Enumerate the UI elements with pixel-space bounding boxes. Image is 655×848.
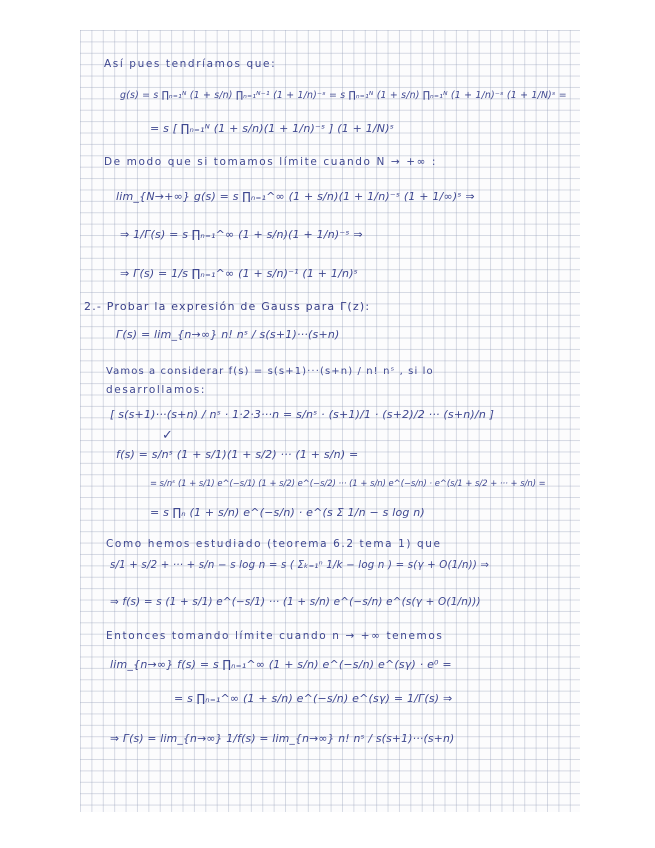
handwritten-line: Γ(s) = lim_{n→∞} n! nˢ / s(s+1)···(s+n) xyxy=(116,328,340,341)
handwritten-line: Entonces tomando límite cuando n → +∞ tenemos xyxy=(106,630,444,642)
handwritten-line: lim_{n→∞} f(s) = s ∏ₙ₌₁^∞ (1 + s/n) e^(−s/n) e^(sγ) · e⁰ = xyxy=(110,658,452,671)
handwritten-line: ⇒ 1/Γ(s) = s ∏ₙ₌₁^∞ (1 + s/n)(1 + 1/n)⁻ˢ ⇒ xyxy=(120,228,363,241)
handwritten-line: = s ∏ₙ (1 + s/n) e^(−s/n) · e^(s Σ 1/n − s log n) xyxy=(150,506,425,519)
handwritten-line: desarrollamos: xyxy=(106,384,207,396)
handwritten-line: Como hemos estudiado (teorema 6.2 tema 1) que xyxy=(106,538,442,550)
handwritten-line: s/1 + s/2 + ··· + s/n − s log n = s ( Σₖ₌₁ⁿ 1/k − log n ) = s(γ + O(1/n)) ⇒ xyxy=(110,560,490,571)
handwritten-line: ⇒ Γ(s) = 1/s ∏ₙ₌₁^∞ (1 + s/n)⁻¹ (1 + 1/n)ˢ xyxy=(120,267,358,280)
handwritten-line: = s ∏ₙ₌₁^∞ (1 + s/n) e^(−s/n) e^(sγ) = 1/Γ(s) ⇒ xyxy=(174,692,453,705)
handwritten-line: De modo que si tomamos límite cuando N → +∞ : xyxy=(104,156,438,168)
handwritten-line: f(s) = s/nˢ (1 + s/1)(1 + s/2) ··· (1 + s/n) = xyxy=(116,448,359,461)
handwritten-line: 2.- Probar la expresión de Gauss para Γ(z): xyxy=(84,300,371,313)
handwritten-line: Vamos a considerar f(s) = s(s+1)···(s+n) / n! nˢ , si lo xyxy=(106,366,434,377)
handwritten-line: lim_{N→+∞} g(s) = s ∏ₙ₌₁^∞ (1 + s/n)(1 + 1/n)⁻ˢ (1 + 1/∞)ˢ ⇒ xyxy=(116,190,475,203)
handwritten-line: = s [ ∏ₙ₌₁ᴺ (1 + s/n)(1 + 1/n)⁻ˢ ] (1 + 1/N)ˢ xyxy=(150,122,395,135)
check-mark-icon: ✓ xyxy=(162,428,173,443)
handwritten-line: ⇒ Γ(s) = lim_{n→∞} 1/f(s) = lim_{n→∞} n! nˢ / s(s+1)···(s+n) xyxy=(110,732,455,745)
handwritten-line: Así pues tendríamos que: xyxy=(104,58,277,70)
graph-paper-sheet xyxy=(80,30,580,812)
handwritten-line: [ s(s+1)···(s+n) / nˢ · 1·2·3···n = s/nˢ · (s+1)/1 · (s+2)/2 ··· (s+n)/n ] xyxy=(110,408,495,421)
handwritten-line: g(s) = s ∏ₙ₌₁ᴺ (1 + s/n) ∏ₙ₌₁ᴺ⁻¹ (1 + 1/n)⁻ˢ = s ∏ₙ₌₁ᴺ (1 + s/n) ∏ₙ₌₁ᴺ (1 + 1/n)⁻ˢ (1 + 1/N)ˢ = xyxy=(120,90,567,101)
handwritten-line: = s/nˢ (1 + s/1) e^(−s/1) (1 + s/2) e^(−s/2) ··· (1 + s/n) e^(−s/n) · e^(s/1 + s/2 + ··· + s/n) = xyxy=(150,478,546,488)
handwritten-line: ⇒ f(s) = s (1 + s/1) e^(−s/1) ··· (1 + s/n) e^(−s/n) e^(s(γ + O(1/n))) xyxy=(110,596,481,608)
